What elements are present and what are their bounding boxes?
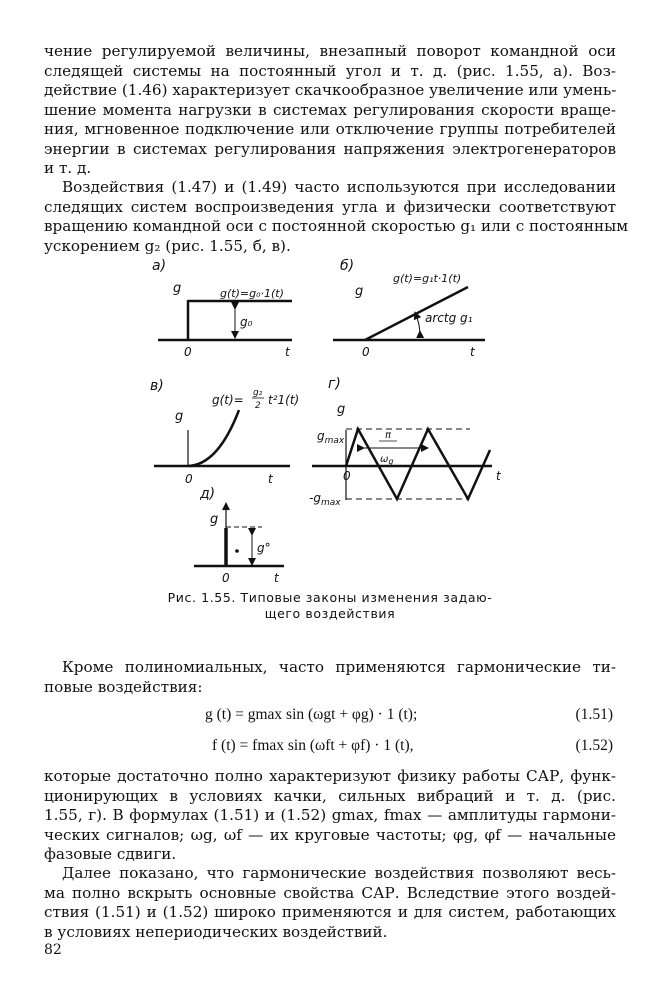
angle-arc	[416, 315, 420, 334]
formula-numerator: g₂	[253, 388, 263, 398]
caption-line: щего воздействия	[264, 606, 396, 621]
angle-label: arctg g₁	[425, 311, 473, 325]
text-line: Кроме полиномиальных, часто применяются гармонические ти-	[62, 658, 616, 676]
x-axis-label: t	[496, 469, 501, 483]
text-line: ния, мгновенное подключение или отключение группы потребителей	[44, 120, 616, 138]
paragraph-3	[44, 658, 616, 697]
figure-caption	[140, 590, 520, 622]
text-line: и т. д.	[44, 159, 92, 177]
y-axis-label: g	[337, 402, 346, 417]
panel-label: б)	[340, 258, 355, 274]
origin-label: 0	[343, 469, 351, 483]
text-line: ствия (1.51) и (1.52) широко применяются и для систем, работающих	[44, 903, 616, 921]
text-line: энергии в системах регулирования напряжения электрогенераторов	[44, 139, 616, 158]
text-line: Далее показано, что гармонические воздействия позволяют весь-	[62, 864, 616, 882]
neg-gmax-label: $-g_{max}$	[309, 491, 341, 508]
panel-label: а)	[152, 258, 167, 274]
amplitude-label: g₀	[240, 315, 253, 329]
origin-label: 0	[184, 345, 192, 359]
panel-label: г)	[328, 376, 341, 392]
text-line: в условиях непериодических воздействий.	[44, 922, 388, 941]
text-line: ма полно вскрыть основные свойства САР. Вследствие этого воздей-	[44, 883, 616, 902]
panel-d-sine	[309, 376, 502, 508]
equation-1-51: g (t) = gmax sin (ωgt + φg) · 1 (t);	[205, 706, 418, 723]
period-denominator: $\omega_g$	[380, 454, 394, 466]
impulse-dot	[235, 549, 239, 553]
text-line: ческих сигналов; ωg, ωf — их круговые частоты; φg, φf — начальные	[44, 825, 616, 844]
formula-lhs: g(t)=	[212, 393, 244, 407]
text-line: чение регулируемой величины, внезапный поворот командной оси	[44, 42, 616, 60]
gmax-label: $g_{max}$	[317, 429, 345, 446]
formula-label: g(t)=g₁t·1(t)	[393, 272, 462, 285]
panel-e-impulse	[194, 486, 284, 585]
formula-rhs: t²1(t)	[268, 393, 300, 407]
period-numerator: π	[385, 430, 392, 441]
text-line: 1.55, г). В формулах (1.51) и (1.52) gmax, fmax — амплитуды гармони-	[44, 806, 616, 824]
sine-wave	[346, 429, 490, 499]
x-axis-label: t	[470, 345, 475, 359]
paragraph-4	[44, 767, 616, 865]
text-line: которые достаточно полно характеризуют физику работы САР, функ-	[44, 767, 616, 785]
text-line: ускорением g₂ (рис. 1.55, б, в).	[44, 236, 291, 255]
equation-number: (1.51)	[575, 706, 613, 723]
panel-a-step	[152, 258, 292, 359]
origin-label: 0	[222, 571, 230, 585]
y-axis-label: g	[175, 409, 184, 424]
text-line: шение момента нагрузки в системах регулирования скорости враще-	[44, 100, 616, 119]
text-line: следящих систем воспроизведения угла и физически соответствуют	[44, 197, 616, 216]
text-line: действие (1.46) характеризует скачкообразное увеличение или умень-	[44, 81, 617, 99]
x-axis-label: t	[274, 571, 279, 585]
panel-c-parabola	[150, 378, 299, 486]
x-axis-label: t	[285, 345, 290, 359]
text-line: фазовые сдвиги.	[44, 845, 177, 863]
text-line: ционирующих в условиях качки, сильных вибраций и т. д. (рис.	[44, 786, 616, 805]
equation-number: (1.52)	[575, 737, 613, 754]
panel-b-ramp	[333, 258, 485, 359]
text-line: вращению командной оси с постоянной скоростью g₁ или с постоянным	[44, 217, 629, 235]
panel-label: д)	[200, 486, 216, 502]
panel-label: в)	[150, 378, 164, 394]
equation-1-52: f (t) = fmax sin (ωft + φf) · 1 (t),	[212, 737, 414, 754]
y-axis-label: g	[173, 281, 182, 296]
origin-label: 0	[185, 472, 193, 486]
text-line: Воздействия (1.47) и (1.49) часто используются при исследовании	[62, 178, 616, 196]
parabola-curve	[188, 410, 239, 466]
text-line: следящей системы на постоянный угол и т. д. (рис. 1.55, а). Воз-	[44, 61, 616, 80]
formula-denominator: 2	[255, 401, 261, 411]
origin-label: 0	[362, 345, 370, 359]
paragraph-5	[44, 864, 616, 942]
amplitude-label: g°	[257, 541, 271, 555]
y-axis-label: g	[355, 284, 364, 299]
caption-line: Рис. 1.55. Типовые законы изменения задаю-	[167, 590, 493, 605]
text-line: повые воздействия:	[44, 677, 203, 696]
x-axis-label: t	[268, 472, 273, 486]
page-number: 82	[44, 942, 62, 958]
formula-label: g(t)=g₀·1(t)	[220, 287, 284, 300]
y-axis-label: g	[210, 512, 219, 527]
